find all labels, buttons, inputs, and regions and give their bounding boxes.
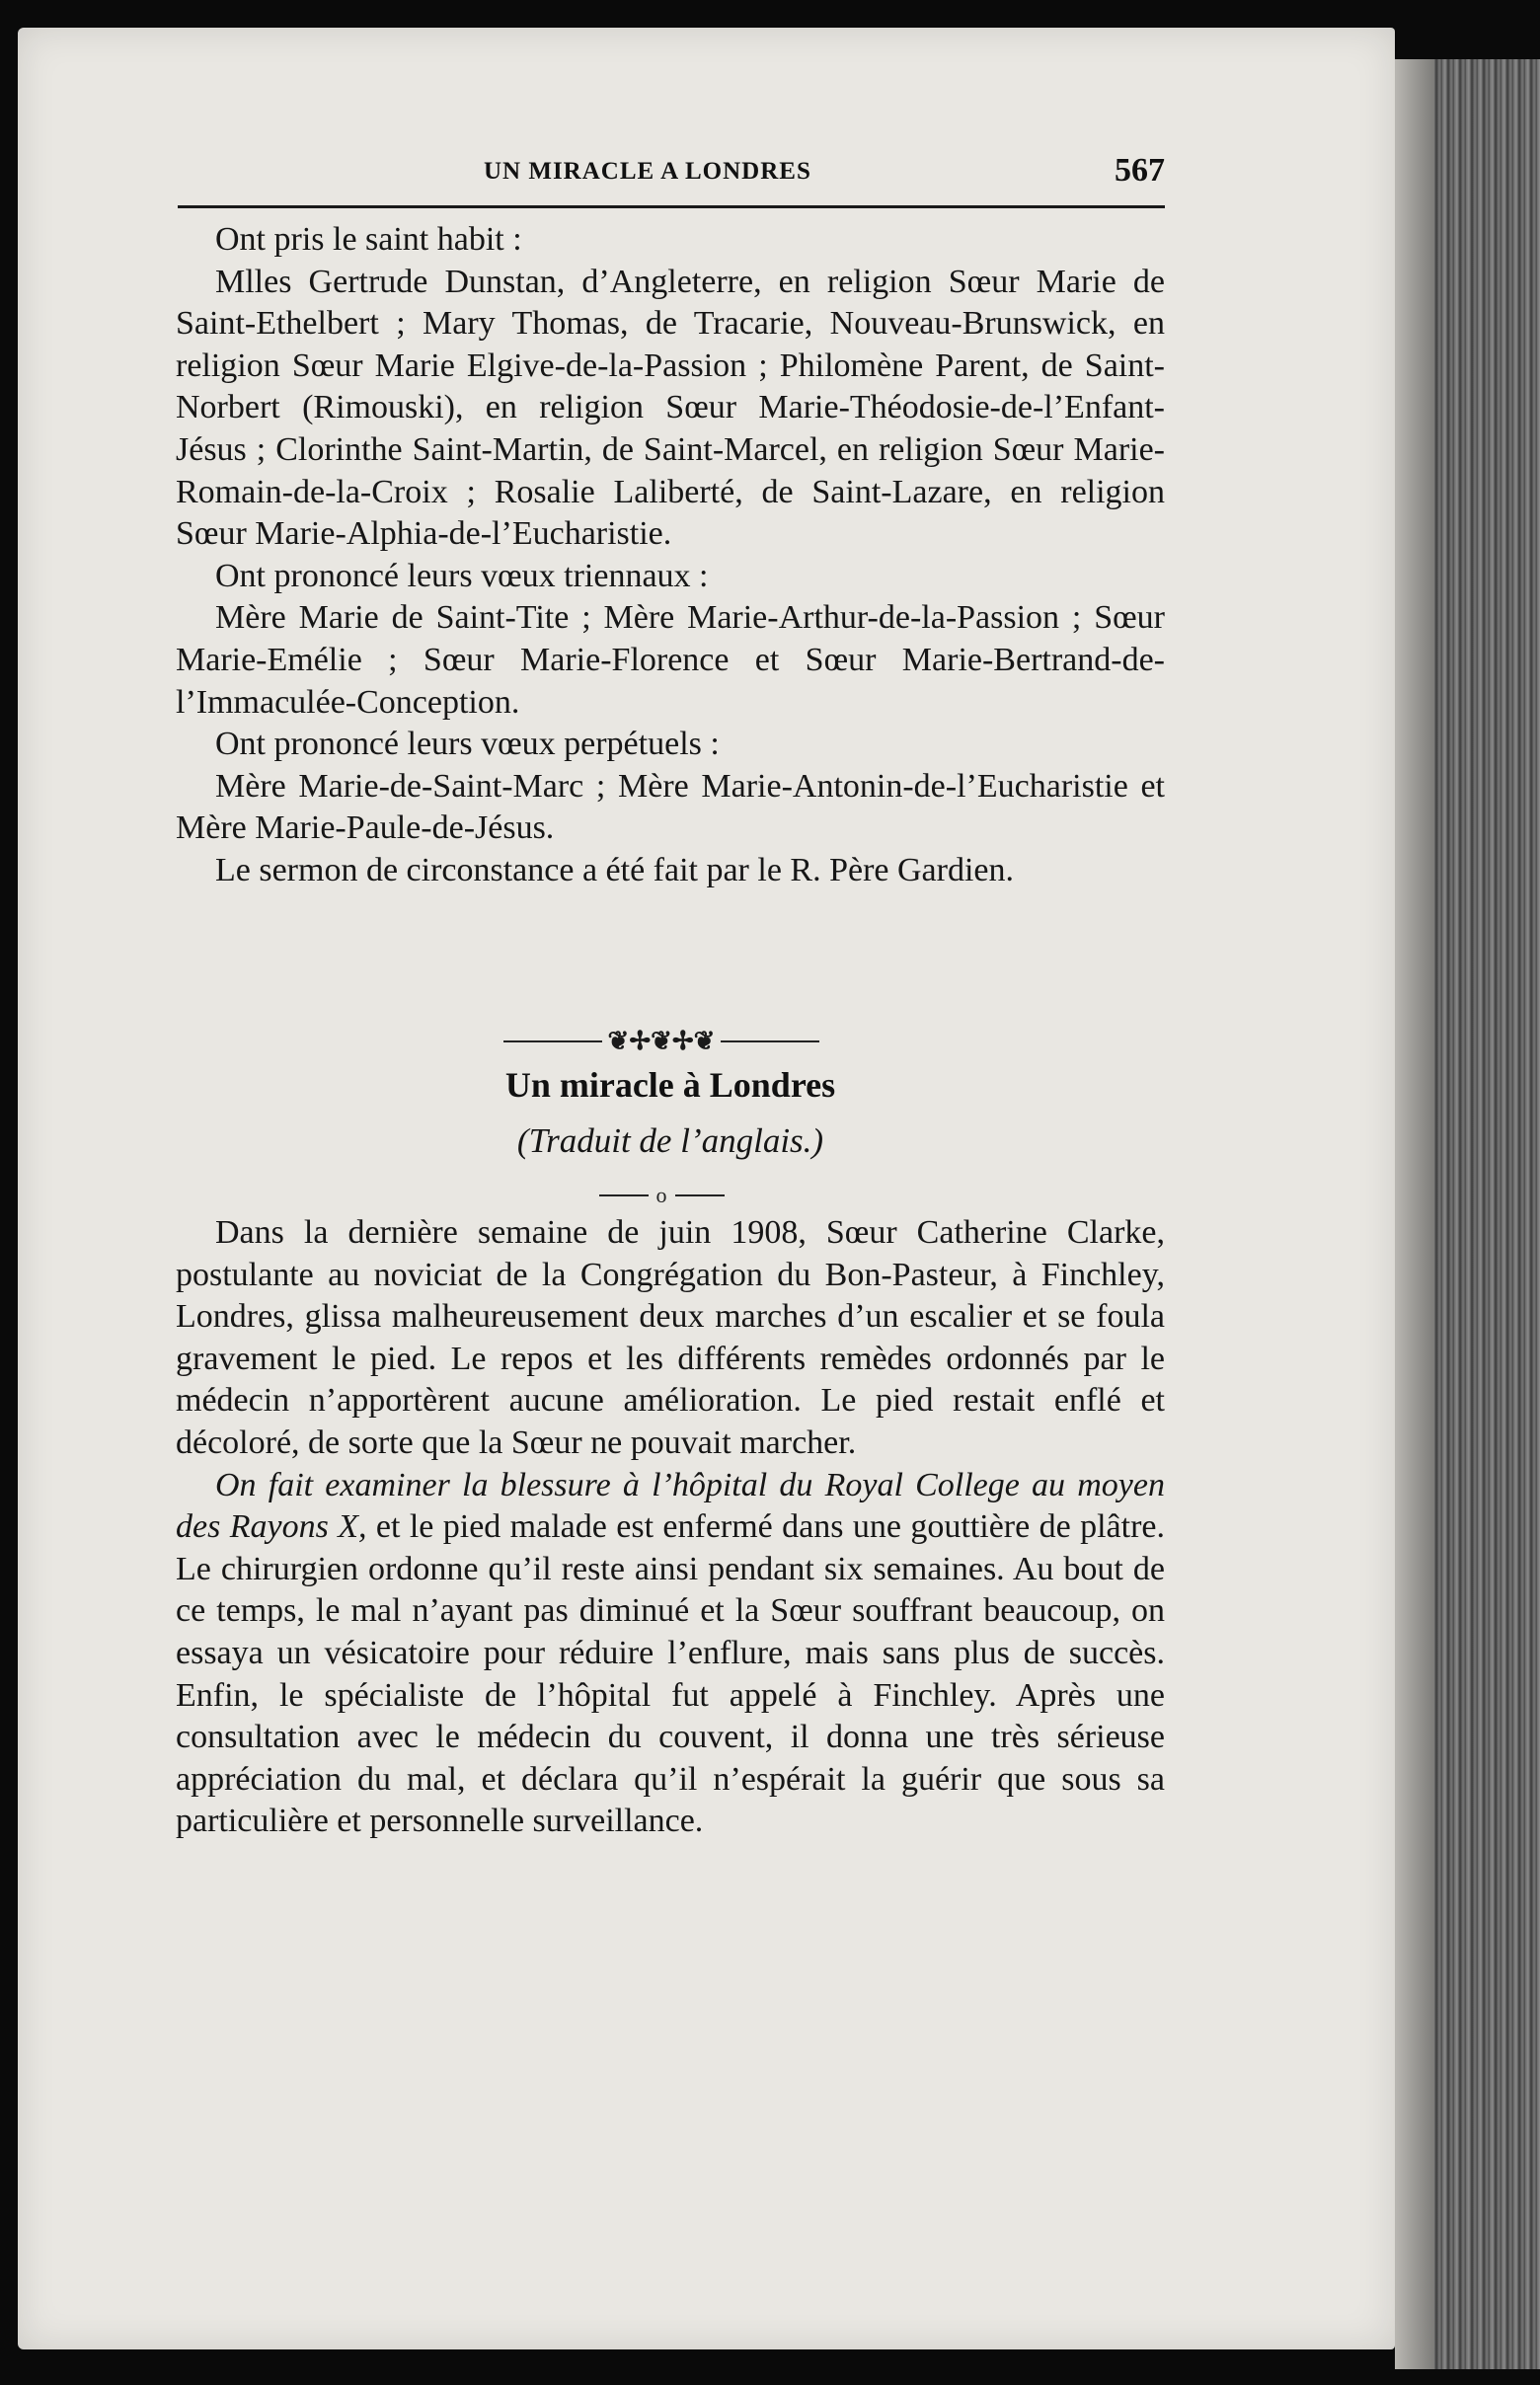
paragraph-perpetual-names: Mère Marie-de-Saint-Marc ; Mère Marie-Antonin-de-l’Eucharistie et Mère Marie-Paule-de-Jésus. <box>176 767 1165 847</box>
ornament-line-left <box>503 1040 602 1042</box>
paragraph-sermon: Le sermon de circonstance a été fait par le R. Père Gardien. <box>215 851 1015 888</box>
separator-mark: o <box>655 1182 667 1207</box>
ornament-glyphs: ❦✢❦✢❦ <box>607 1027 716 1056</box>
title-separator <box>582 1181 740 1210</box>
page-number: 567 <box>1115 152 1165 189</box>
article-body <box>176 1212 1165 1843</box>
article-subtitle: (Traduit de l’anglais.) <box>516 1121 824 1160</box>
profession-list-section <box>176 219 1165 892</box>
article-paragraph-2 <box>176 1465 1165 1843</box>
article-paragraph-2-italic: On fait examiner la blessure à l’hôpital du Royal College au moyen des Rayons X, <box>176 1466 1165 1546</box>
paragraph-habit-names: Mlles Gertrude Dunstan, d’Angleterre, en religion Sœur Marie de Saint-Ethelbert ; Mary Thomas, de Tracarie, Nouveau-Brunswick, en religion Sœur Marie Elgive-de-la-Passion ; Philomène Parent, de Saint-Norbert (Rimouski), en religion Sœur Marie-Théodosie-de-l’Enfant-Jésus ; Clorinthe Saint-Martin, de Saint-Marcel, en religion Sœur Marie-Romain-de-la-Croix ; Rosalie Laliberté, de Saint-Lazare, en religion Sœur Marie-Alphia-de-l’Eucharistie. <box>176 263 1165 553</box>
paragraph-triennial-heading: Ont prononcé leurs vœux triennaux : <box>215 557 709 594</box>
article-paragraph-1: Dans la dernière semaine de juin 1908, Sœur Catherine Clarke, postulante au noviciat de la Congrégation du Bon-Pasteur, à Finchley, Londres, glissa malheureusement deux marches d’un escalier et se foula gravement le pied. Le repos et les différents remèdes ordonnés par le médecin n’apportèrent aucune amélioration. Le pied restait enflé et décoloré, de sorte que la Sœur ne pouvait marcher. <box>176 1214 1165 1461</box>
paragraph-triennial-names: Mère Marie de Saint-Tite ; Mère Marie-Arthur-de-la-Passion ; Sœur Marie-Emélie ; Sœur Marie-Florence et Sœur Marie-Bertrand-de-l’Immaculée-Conception. <box>176 599 1165 721</box>
header-rule <box>178 205 1165 208</box>
paragraph-perpetual-heading: Ont prononcé leurs vœux perpétuels : <box>215 726 720 763</box>
paragraph-habit-heading: Ont pris le saint habit : <box>215 221 522 258</box>
separator-line-right <box>675 1194 725 1196</box>
running-title: UN MIRACLE A LONDRES <box>484 158 811 185</box>
book-page-edge-shadow <box>1395 59 1434 2369</box>
article-title: Un miracle à Londres <box>504 1065 836 1105</box>
ornament-line-right <box>721 1040 819 1042</box>
article-paragraph-2-rest: et le pied malade est enfermé dans une gouttière de plâtre. Le chirurgien ordonne qu’il reste ainsi pendant six semaines. Au bout de ce temps, le mal n’ayant pas diminué et la Sœur souffrant beaucoup, on essaya un vésicatoire pour réduire l’enflure, mais sans plus de succès. Enfin, le spécialiste de l’hôpital fut appelé à Finchley. Après une consultation avec le médecin du couvent, il donna une très sérieuse appréciation du mal, et déclara qu’il n’espérait la guérir que sous sa particulière et personnelle surveillance. <box>176 1508 1165 1840</box>
running-header <box>178 152 1165 197</box>
separator-line-left <box>599 1194 649 1196</box>
section-ornament <box>499 1025 824 1064</box>
